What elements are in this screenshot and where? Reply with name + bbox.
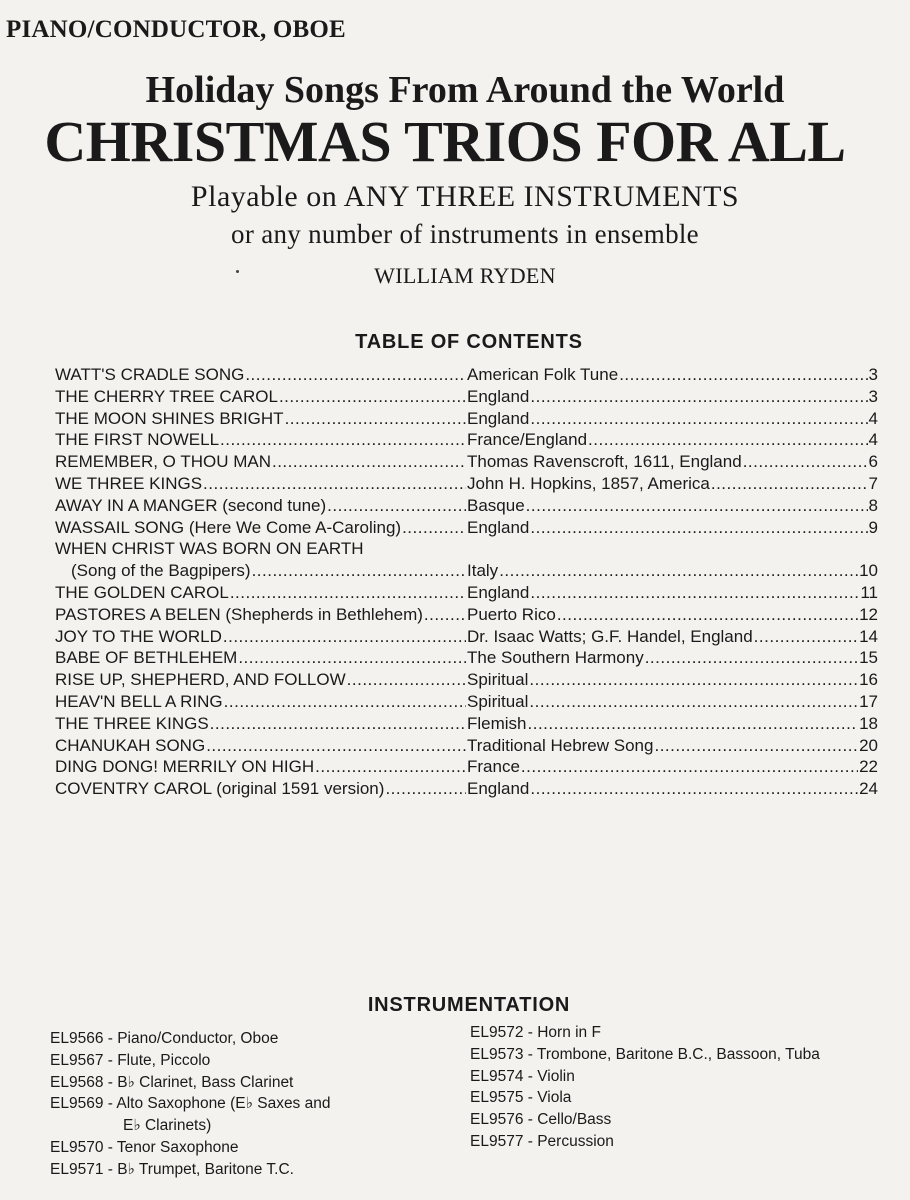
table-of-contents [55, 364, 878, 800]
toc-entry-origin: France/England [467, 430, 588, 450]
toc-entry-page: 4 [868, 408, 878, 428]
toc-entry-title: WHEN CHRIST WAS BORN ON EARTH [55, 539, 364, 559]
toc-entry [55, 735, 878, 757]
toc-entry-origin: Italy [467, 561, 499, 581]
instrument-part-label: EL9571 - B♭ Trumpet, Baritone T.C. [50, 1160, 294, 1178]
instrumentation-list-right [470, 1022, 870, 1153]
toc-entry-title: THE CHERRY TREE CAROL [55, 386, 278, 406]
toc-entry-origin: John H. Hopkins, 1857, America [467, 473, 710, 493]
dot-leader [529, 691, 858, 713]
dot-leader [521, 756, 858, 778]
toc-entry-origin: American Folk Tune [467, 365, 619, 384]
dot-leader [711, 473, 868, 495]
toc-entry-page: 4 [868, 430, 878, 450]
toc-entry-page: 16 [859, 670, 878, 690]
dot-leader [499, 560, 858, 582]
dot-leader [424, 604, 466, 626]
author-name: WILLIAM RYDEN [374, 263, 556, 288]
instrument-part [470, 1066, 870, 1088]
toc-entry-page: 22 [859, 757, 878, 777]
dot-leader [347, 669, 466, 691]
toc-entry [55, 582, 878, 604]
dot-leader [528, 713, 859, 735]
instrument-part [50, 1050, 380, 1072]
instrument-part [470, 1022, 870, 1044]
toc-entry-origin: Flemish [467, 713, 527, 733]
toc-entry-origin: England [467, 582, 530, 602]
toc-entry [55, 517, 878, 539]
instrument-part [50, 1093, 380, 1137]
toc-entry-title: RISE UP, SHEPHERD, AND FOLLOW [55, 670, 346, 690]
toc-entry-title: WATT'S CRADLE SONG [55, 365, 245, 384]
toc-entry [55, 713, 878, 735]
toc-entry [55, 451, 878, 473]
dot-leader [224, 691, 466, 713]
toc-entry-title: BABE OF BETHLEHEM [55, 648, 238, 668]
toc-entry-title: THE GOLDEN CAROL [55, 582, 229, 602]
toc-entry [55, 429, 878, 451]
toc-entry-page: 7 [868, 473, 878, 493]
toc-entry-page: 24 [859, 779, 878, 799]
toc-entry [55, 538, 878, 560]
toc-entry-origin: Traditional Hebrew Song [467, 735, 654, 755]
dot-leader [754, 626, 858, 648]
dot-leader [238, 647, 466, 669]
toc-entry [55, 669, 878, 691]
instrument-part-label: EL9569 - Alto Saxophone (E♭ Saxes and [50, 1095, 331, 1113]
edition-label: PIANO/CONDUCTOR, OBOE [6, 16, 346, 43]
instrument-part-label: EL9575 - Viola [470, 1089, 572, 1107]
toc-entry [55, 560, 878, 582]
toc-entry-title: HEAV'N BELL A RING [55, 691, 223, 711]
toc-entry-page: 8 [868, 495, 878, 515]
toc-heading: TABLE OF CONTENTS [355, 331, 583, 353]
toc-entry [55, 386, 878, 408]
toc-entry-title: THE FIRST NOWELL [55, 430, 220, 450]
toc-entry-origin: England [467, 779, 530, 799]
toc-entry-origin: Spiritual [467, 670, 529, 690]
series-subtitle: Holiday Songs From Around the World [145, 69, 785, 111]
toc-entry-title: THE MOON SHINES BRIGHT [55, 408, 284, 428]
dot-leader [654, 735, 858, 757]
toc-entry-page: 14 [859, 626, 878, 646]
instrument-part-continuation: E♭ Clarinets) [123, 1117, 212, 1135]
toc-entry-page: 10 [859, 561, 878, 581]
toc-entry [55, 647, 878, 669]
instrument-part [470, 1044, 870, 1066]
dot-leader [210, 713, 466, 735]
instrumentation-heading: INSTRUMENTATION [367, 994, 571, 1016]
instrument-part [470, 1109, 870, 1131]
toc-entry [55, 778, 878, 800]
toc-entry-title: CHANUKAH SONG [55, 735, 206, 755]
toc-entry-page: 6 [868, 452, 878, 472]
toc-entry [55, 408, 878, 430]
tagline-secondary: or any number of instruments in ensemble [231, 219, 699, 249]
toc-entry-title: REMEMBER, O THOU MAN [55, 452, 271, 472]
instrument-part [470, 1087, 870, 1109]
dot-leader [272, 451, 466, 473]
toc-entry-origin: Basque [467, 495, 525, 515]
dot-leader [279, 386, 466, 408]
dot-leader [645, 647, 858, 669]
toc-entry-origin: Dr. Isaac Watts; G.F. Handel, England [467, 626, 753, 646]
toc-entry-origin: Spiritual [467, 691, 529, 711]
dot-leader [402, 517, 466, 539]
toc-entry-origin: England [467, 386, 530, 406]
dot-leader [223, 626, 466, 648]
dot-leader [285, 408, 466, 430]
toc-entry [55, 495, 878, 517]
toc-entry-origin: Puerto Rico [467, 604, 556, 624]
dot-leader [530, 778, 858, 800]
dot-leader [315, 756, 466, 778]
instrument-part [470, 1131, 870, 1153]
toc-entry-page: 3 [868, 386, 878, 406]
dot-leader [529, 669, 858, 691]
toc-entry [55, 626, 878, 648]
dot-leader [530, 582, 859, 604]
tagline-primary: Playable on ANY THREE INSTRUMENTS [190, 180, 740, 213]
toc-entry-origin: Thomas Ravenscroft, 1611, England [467, 452, 742, 472]
instrument-part [50, 1137, 380, 1159]
toc-entry-page: 11 [860, 582, 878, 602]
instrument-part-label: EL9573 - Trombone, Baritone B.C., Bassoon, Tuba [470, 1045, 820, 1063]
toc-entry [55, 604, 878, 626]
dot-leader [252, 560, 466, 582]
instrument-part-label: EL9577 - Percussion [470, 1132, 614, 1150]
instrument-part [50, 1072, 380, 1094]
toc-entry-page: 9 [868, 517, 878, 537]
toc-entry-page: 20 [859, 735, 878, 755]
instrument-part-label: EL9570 - Tenor Saxophone [50, 1138, 239, 1156]
dot-leader [530, 517, 867, 539]
dot-leader [557, 604, 858, 626]
toc-entry-origin: The Southern Harmony [467, 648, 644, 668]
toc-entry [55, 756, 878, 778]
instrument-part-label: EL9566 - Piano/Conductor, Oboe [50, 1030, 279, 1047]
page-title: CHRISTMAS TRIOS FOR ALL [44, 109, 846, 174]
dot-leader [245, 364, 466, 386]
instrument-part-label: EL9576 - Cello/Bass [470, 1111, 612, 1129]
dot-leader [526, 495, 868, 517]
dot-leader [743, 451, 868, 473]
instrument-part-label: EL9567 - Flute, Piccolo [50, 1051, 211, 1069]
toc-entry [55, 473, 878, 495]
dot-leader [385, 778, 466, 800]
dot-leader [588, 429, 868, 451]
dot-leader [206, 735, 466, 757]
dot-leader [327, 495, 466, 517]
toc-entry-title: PASTORES A BELEN (Shepherds in Bethlehem) [55, 604, 423, 624]
toc-entry-origin: England [467, 517, 530, 537]
toc-entry-title: THE THREE KINGS [55, 713, 209, 733]
toc-entry-title: DING DONG! MERRILY ON HIGH [55, 757, 315, 777]
toc-entry-title: COVENTRY CAROL (original 1591 version) [55, 779, 385, 799]
dot-leader [530, 408, 867, 430]
toc-entry-title: (Song of the Bagpipers) [71, 561, 251, 581]
toc-entry [55, 691, 878, 713]
instrument-part [50, 1028, 380, 1050]
toc-entry [55, 364, 878, 386]
instrument-part-label: EL9568 - B♭ Clarinet, Bass Clarinet [50, 1073, 294, 1091]
toc-entry-origin: England [467, 408, 530, 428]
dot-leader [220, 429, 466, 451]
instrument-part-label: EL9574 - Violin [470, 1067, 575, 1085]
dot-leader [203, 473, 466, 495]
toc-entry-page: 3 [868, 365, 878, 384]
dot-leader [530, 386, 867, 408]
dot-leader [619, 364, 867, 386]
toc-entry-title: JOY TO THE WORLD [55, 626, 222, 646]
instrumentation-list-left [50, 1028, 380, 1181]
toc-entry-title: WASSAIL SONG (Here We Come A-Caroling) [55, 517, 402, 537]
toc-entry-page: 18 [859, 713, 878, 733]
instrument-part-label: EL9572 - Horn in F [470, 1024, 601, 1041]
toc-entry-title: AWAY IN A MANGER (second tune) [55, 495, 327, 515]
toc-entry-origin: France [467, 757, 520, 777]
toc-entry-title: WE THREE KINGS [55, 473, 203, 493]
toc-entry-page: 17 [859, 691, 878, 711]
instrument-part [50, 1159, 380, 1181]
toc-entry-page: 12 [859, 604, 878, 624]
dot-leader [230, 582, 466, 604]
toc-entry-page: 15 [859, 648, 878, 668]
